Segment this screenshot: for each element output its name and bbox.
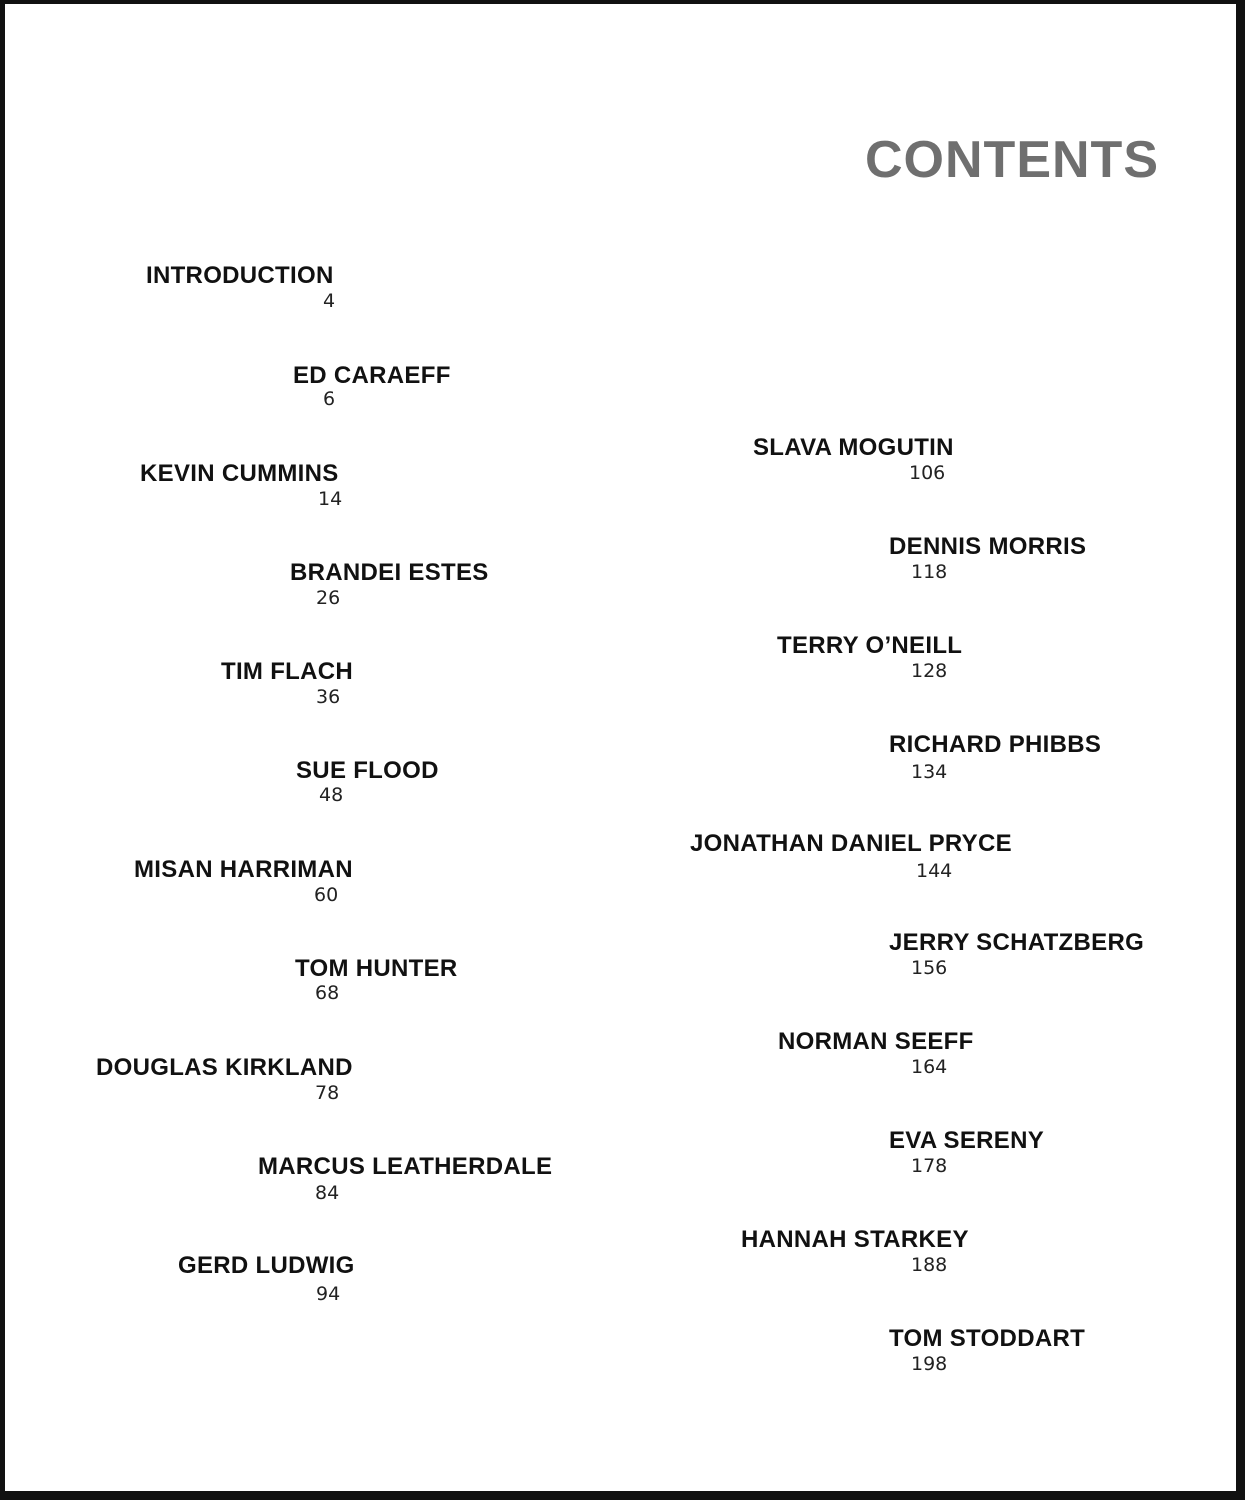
toc-entry-page: 178 [911,1155,948,1177]
toc-entry-page: 188 [911,1254,948,1276]
toc-entry-page: 26 [316,587,341,609]
toc-entry-page: 118 [911,561,948,583]
toc-entry-name[interactable]: EVA SERENY [889,1127,1045,1154]
toc-entry-name[interactable]: KEVIN CUMMINS [140,460,339,487]
toc-entry-page: 36 [316,686,341,708]
toc-entry-page: 84 [315,1182,340,1204]
toc-entry-page: 164 [911,1056,948,1078]
toc-entry-name[interactable]: MISAN HARRIMAN [134,856,353,883]
toc-entry-name[interactable]: DENNIS MORRIS [889,533,1087,560]
toc-entry-name[interactable]: DOUGLAS KIRKLAND [96,1054,353,1081]
toc-entry-name[interactable]: GERD LUDWIG [178,1252,355,1279]
toc-entry-page: 134 [911,761,948,783]
toc-entry-page: 6 [323,388,336,410]
toc-entry-name[interactable]: RICHARD PHIBBS [889,731,1102,758]
toc-entry-page: 94 [316,1283,341,1305]
toc-entry-page: 14 [318,488,343,510]
toc-entry-introduction[interactable] [5,262,336,324]
toc-entry-page: 60 [314,884,339,906]
toc-entry-tom-stoddart[interactable] [5,1325,1086,1387]
toc-entry-name[interactable]: TOM HUNTER [295,955,458,982]
toc-entry-name[interactable]: INTRODUCTION [146,262,334,289]
toc-entry-name[interactable]: TIM FLACH [221,658,354,685]
toc-entry-page: 48 [319,784,344,806]
toc-entry-page: 156 [911,957,948,979]
toc-entry-name[interactable]: ED CARAEFF [293,362,451,389]
toc-entry-name[interactable]: TOM STODDART [889,1325,1086,1352]
toc-entry-page: 4 [323,290,336,312]
toc-entry-name[interactable]: JONATHAN DANIEL PRYCE [690,830,1012,857]
toc-entry-page: 128 [911,660,948,682]
toc-entry-page: 144 [916,860,953,882]
toc-entry-name[interactable]: NORMAN SEEFF [778,1028,974,1055]
toc-entry-name[interactable]: SUE FLOOD [296,757,439,784]
page-title: CONTENTS [865,131,1159,189]
toc-entry-name[interactable]: MARCUS LEATHERDALE [258,1153,553,1180]
toc-entry-name[interactable]: SLAVA MOGUTIN [753,434,954,461]
toc-entry-page: 106 [909,462,946,484]
toc-entry-page: 198 [911,1353,948,1375]
toc-entry-name[interactable]: TERRY O’NEILL [777,632,963,659]
toc-entry-page: 68 [315,982,340,1004]
toc-entry-name[interactable]: HANNAH STARKEY [741,1226,969,1253]
toc-entry-page: 78 [315,1082,340,1104]
toc-entry-ed-caraeff[interactable] [5,362,451,424]
toc-entry-name[interactable]: JERRY SCHATZBERG [889,929,1145,956]
toc-entry-name[interactable]: BRANDEI ESTES [290,559,489,586]
